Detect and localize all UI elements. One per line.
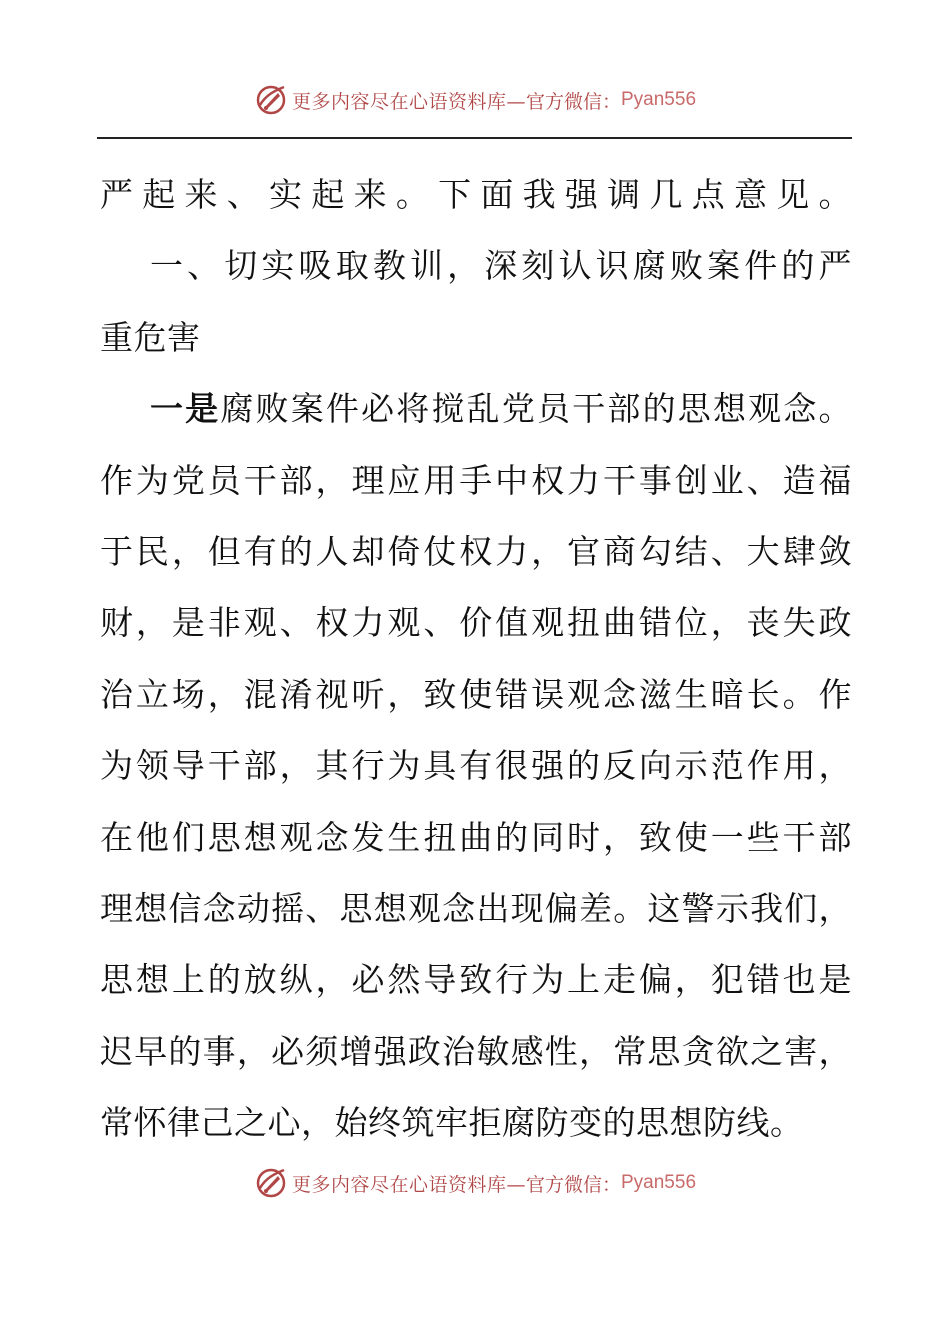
lead-bold-text: 一是 — [150, 389, 221, 429]
section-heading-line: 重危害 — [100, 317, 201, 357]
document-body — [100, 159, 852, 1158]
pen-logo-icon — [254, 83, 288, 117]
text-line: 为领导干部，其行为具有很强的反向示范作用， — [100, 746, 852, 786]
banner-text: 更多内容尽在心语资料库— — [291, 90, 526, 113]
text-line: 作为党员干部，理应用手中权力干事创业、造福 — [100, 460, 852, 500]
text-line: 在他们思想观念发生扭曲的同时，致使一些干部 — [100, 817, 852, 857]
text-line: 迟早的事，必须增强政治敏感性，常思贪欲之害， — [100, 1031, 852, 1071]
text-line: 于民，但有的人却倚仗权力，官商勾结、大肆敛 — [100, 531, 852, 571]
text-line: 财，是非观、权力观、价值观扭曲错位，丧失政 — [100, 603, 852, 643]
text-line: 严起来、实起来。下面我强调几点意见。 — [100, 175, 852, 214]
paragraph-lead-line — [100, 373, 852, 444]
banner-text: 更多内容尽在心语资料库— — [291, 1173, 526, 1196]
text-line: 常怀律己之心，始终筑牢拒腐防变的思想防线。 — [100, 1103, 804, 1143]
wechat-label: 官方微信： — [525, 90, 621, 113]
section-heading-line: 一、切实吸取教训，深刻认识腐败案件的严 — [150, 246, 852, 286]
wechat-id: Pyan556 — [621, 89, 697, 110]
wechat-id: Pyan556 — [621, 1172, 697, 1193]
text-line: 治立场，混淆视听，致使错误观念滋生暗长。作 — [100, 674, 852, 714]
footer-banner — [0, 1163, 950, 1203]
header-banner — [0, 80, 950, 120]
pen-logo-icon — [254, 1166, 288, 1200]
wechat-label: 官方微信： — [525, 1173, 621, 1196]
text-line: 思想上的放纵，必然导致行为上走偏，犯错也是 — [100, 960, 852, 1000]
header-rule — [97, 137, 852, 139]
text-line: 理想信念动摇、思想观念出现偏差。这警示我们， — [100, 888, 852, 928]
lead-rest-text: 腐败案件必将搅乱党员干部的思想观念。 — [220, 389, 853, 429]
